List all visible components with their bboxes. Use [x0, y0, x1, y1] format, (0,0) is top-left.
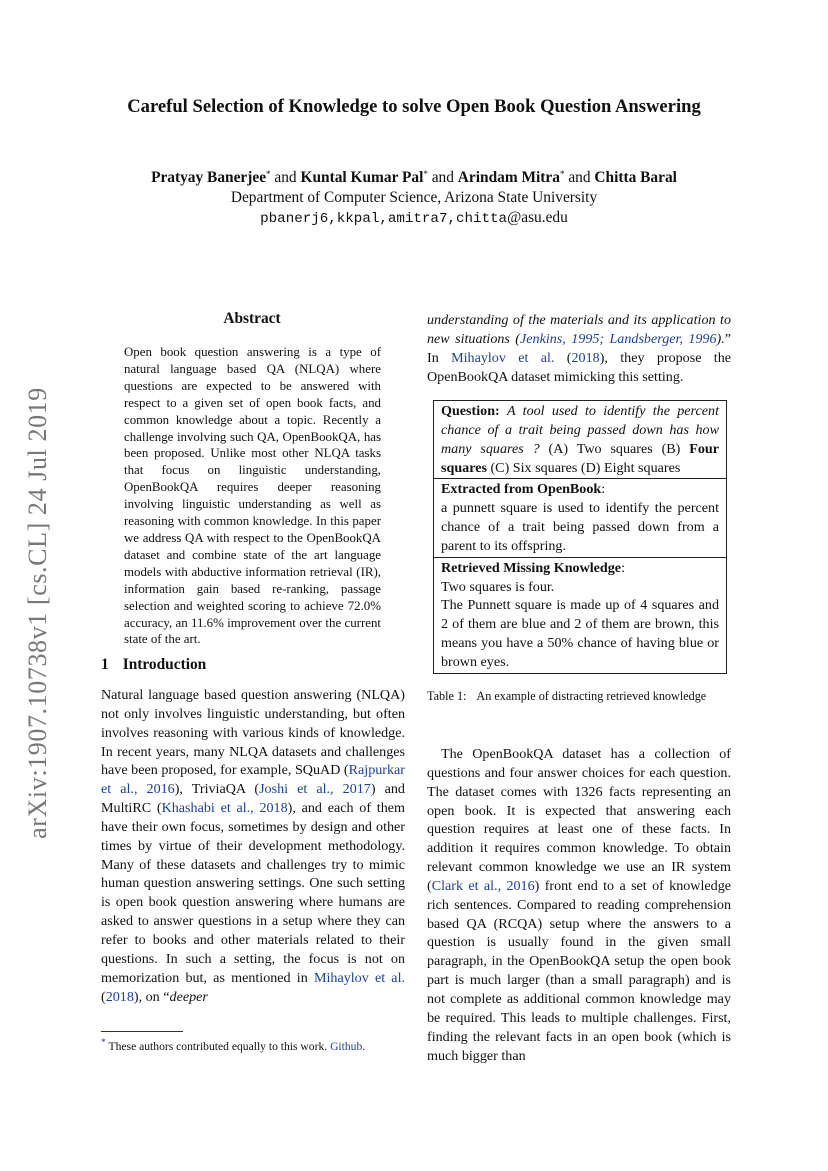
quoted-text: ).: [716, 330, 725, 347]
answer-options: (A) Two squares (B): [548, 440, 690, 457]
github-link[interactable]: Github: [330, 1039, 363, 1053]
email-handles: pbanerj6,kkpal,amitra7,chitta: [260, 211, 508, 227]
author-separator: and: [568, 169, 591, 186]
footnote-mark: *: [101, 1037, 106, 1048]
right-column-paragraph: [427, 745, 731, 1065]
table-retrieved-cell: Retrieved Missing Knowledge: Two squares is four. The Punnett square is made up of 4 squares and 2 of them are blue and 2 of them are brown, this means you have a 50% chance of having blue or brown eyes.: [434, 557, 726, 673]
equal-contribution-mark: *: [423, 169, 428, 179]
citation-link[interactable]: Rajpurkar et al., 2016: [101, 762, 405, 798]
citation-link[interactable]: 2018: [105, 988, 134, 1005]
paper-title: Careful Selection of Knowledge to solve Open Book Question Answering: [127, 96, 701, 117]
extracted-fact: a punnett square is used to identify the percent chance of a trait being passed down from a parent to its offspring.: [441, 500, 719, 554]
body-text: Natural language based question answering (NLQA) not only involves linguistic understanding, but often involves reasoning with various kinds of knowledge. In recent years, many NLQA datasets and challenges have been proposed, for example, SQuAD (: [101, 687, 405, 779]
citation-link[interactable]: Joshi et al., 2017: [259, 781, 371, 798]
body-text: ), on “: [133, 988, 170, 1005]
table-caption: [427, 688, 731, 705]
equal-contribution-mark: *: [266, 169, 271, 179]
footnote-divider: [101, 1031, 183, 1032]
affiliation: Department of Computer Science, Arizona State University: [230, 189, 598, 206]
author-name: Pratyay Banerjee: [151, 169, 267, 186]
quoted-text: deeper: [169, 988, 208, 1005]
table-label: Extracted from OpenBook: [441, 481, 602, 498]
retrieved-fact: Two squares is four.: [441, 578, 555, 595]
body-text: ) and MultiRC (: [101, 781, 405, 817]
right-column-intro: [427, 311, 731, 386]
caption-label: Table 1:: [427, 689, 467, 703]
author-emails: [0, 208, 828, 229]
citation-link[interactable]: 2018: [571, 349, 600, 366]
author-separator: and: [431, 169, 454, 186]
abstract-text: Open book question answering is a type of natural language based QA (NLQA) where questions are expected to be answered with respect to a given set of open book facts, and common knowledge about a topic. Recently a challenge involving such QA, OpenBookQA, has been proposed. Unlike most other NLQA tasks that focus on linguistic understanding, OpenBookQA requires deeper reasoning involving linguistic understanding as well as reasoning with common knowledge. In this paper we address QA with respect to the OpenBookQA dataset and combine state of the art language models with abductive information retrieval (IR), information gain based re-ranking, passage selection and weighted scoring to achieve 72.0% accuracy, an 11.6% improvement over the current state of the art.: [124, 345, 381, 647]
body-text: The OpenBookQA dataset has a collection of questions and four answer choices for each question. The dataset comes with 1326 facts representing an open book. It is expected that answering each question requires at least one of these facts. In addition it requires common knowledge. To obtain relevant common knowledge we use an IR system (: [427, 746, 731, 894]
arxiv-identifier: arXiv:1907.10738v1 [cs.CL] 24 Jul 2019: [23, 387, 52, 839]
table-extracted-cell: Extracted from OpenBook: a punnett square is used to identify the percent chance of a trait being passed down from a parent to its offspring.: [434, 478, 726, 556]
body-text: ), TriviaQA (: [174, 781, 260, 798]
body-text: (: [101, 988, 106, 1005]
equal-contribution-mark: *: [559, 169, 565, 179]
author-name: Arindam Mitra: [457, 169, 560, 186]
body-text: ) front end to a set of knowledge rich sentences. Compared to reading comprehension based QA (RCQA) setup where the answers to a question is usually found in the given small paragraph, in the OpenBookQA setup the open book part is much larger (than a small paragraph) and is not complete as additional common knowledge may be required. This leads to multiple challenges. First, finding the relevant facts in an open book (which is much bigger than: [427, 877, 731, 1064]
table-1-example: [433, 400, 727, 674]
citation-link[interactable]: Mihaylov et al.: [313, 969, 406, 986]
author-line: [0, 164, 828, 188]
footnote-text: These authors contributed equally to this work.: [108, 1039, 328, 1053]
intro-paragraph: [101, 686, 405, 1006]
citation-link[interactable]: Clark et al., 2016: [431, 877, 535, 894]
author-separator: and: [274, 169, 297, 186]
body-text: ), and each of them have their own focus, sometimes by design and other times by virtue of their development methodology. Many of these datasets and challenges try to mimic human question answering settings. One such setting is open book question answering where humans are asked to answer questions in a setup where they can refer to books and other materials related to their questions. In such a setting, the focus is not on memorization but, as mentioned in: [101, 800, 405, 986]
section-number: 1: [101, 656, 109, 673]
arxiv-sidebar-stamp: [20, 378, 56, 848]
author-block: [0, 164, 828, 229]
citation-link[interactable]: Khashabi et al., 2018: [161, 800, 288, 817]
table-question-cell: [434, 401, 726, 478]
citation-link[interactable]: Mihaylov et al.: [451, 349, 555, 366]
author-name: Kuntal Kumar Pal: [300, 169, 424, 186]
body-text: ” In: [427, 330, 732, 366]
correct-answer: Four squares: [441, 440, 719, 476]
table-label: Retrieved Missing Knowledge: [441, 559, 622, 576]
email-domain: @asu.edu: [507, 209, 568, 226]
answer-options: (C) Six squares (D) Eight squares: [486, 459, 681, 476]
caption-text: An example of distracting retrieved knowledge: [476, 689, 707, 703]
body-text: (: [554, 349, 572, 366]
question-text: A tool used to identify the percent chance of a trait being passed down has how many squares ?: [441, 403, 719, 457]
retrieved-fact: The Punnett square is made up of 4 squares and 2 of them are blue and 2 of them are brown, this means you have a 50% chance of having blue or brown eyes.: [441, 597, 719, 670]
section-title: Introduction: [122, 656, 207, 673]
section-heading-introduction: [101, 656, 206, 674]
footnote: * These authors contributed equally to this work. Github.: [101, 1037, 366, 1053]
table-label: Question:: [441, 403, 500, 419]
author-name: Chitta Baral: [594, 169, 677, 186]
body-text: ), they propose the OpenBookQA dataset mimicking this setting.: [427, 349, 732, 385]
citation-link[interactable]: Jenkins, 1995; Landsberger, 1996: [520, 330, 717, 347]
quoted-text: understanding of the materials and its application to new situations (: [427, 312, 731, 347]
abstract-heading: Abstract: [223, 310, 281, 327]
